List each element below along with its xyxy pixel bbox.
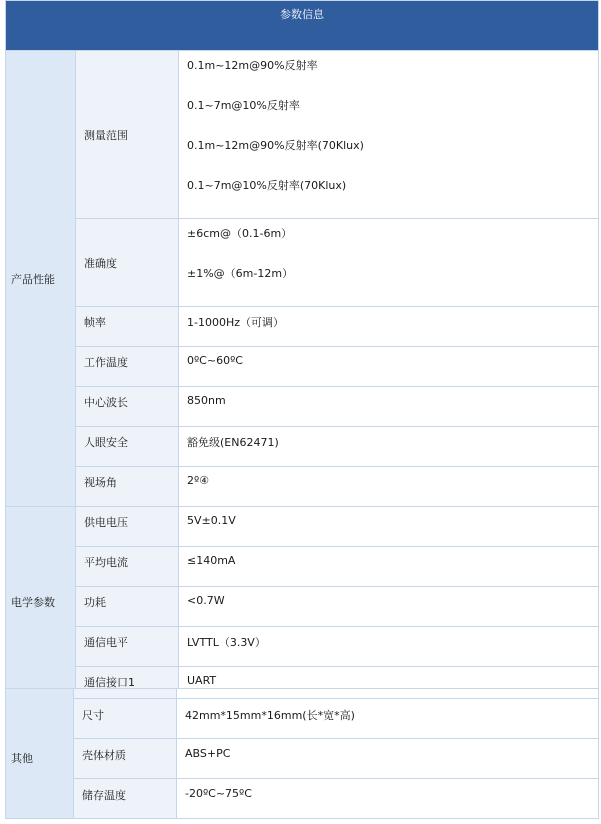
table-row <box>6 627 599 667</box>
param-value: -20ºC~75ºC <box>177 779 599 819</box>
param-name: 储存温度 <box>74 779 177 819</box>
param-name: 测量范围 <box>76 51 179 219</box>
table-row <box>6 307 599 347</box>
param-name: 工作温度 <box>76 347 179 387</box>
table-row <box>6 739 599 779</box>
table-spacer-row <box>6 689 599 699</box>
param-value: 5V±0.1V <box>179 507 599 547</box>
param-name: 通信接口1 <box>76 667 179 698</box>
table-row <box>6 587 599 627</box>
spec-table-main <box>5 0 599 698</box>
param-value-cell <box>179 219 599 307</box>
param-name: 视场角 <box>76 467 179 507</box>
param-value: 0.1m~12m@90%反射率(70Klux) <box>187 139 364 152</box>
param-value: 0.1m~12m@90%反射率 <box>187 59 318 72</box>
table-row <box>6 547 599 587</box>
table-row <box>6 779 599 819</box>
param-name: 通信电平 <box>76 627 179 667</box>
param-value-cell <box>179 51 599 219</box>
param-value: 42mm*15mm*16mm(长*宽*高) <box>177 699 599 739</box>
param-value: 850nm <box>179 387 599 427</box>
table-row <box>6 219 599 307</box>
table-row <box>6 427 599 467</box>
param-name: 功耗 <box>76 587 179 627</box>
group-label-other: 其他 <box>6 699 74 819</box>
param-value: ≤140mA <box>179 547 599 587</box>
spec-table-other <box>5 688 599 819</box>
param-name: 尺寸 <box>74 699 177 739</box>
param-name: 供电电压 <box>76 507 179 547</box>
param-value: 2º④ <box>179 467 599 507</box>
table-row <box>6 467 599 507</box>
param-name: 壳体材质 <box>74 739 177 779</box>
param-value: 豁免级(EN62471) <box>179 427 599 467</box>
table-row <box>6 699 599 739</box>
group-label-electrical: 电学参数 <box>6 507 76 698</box>
param-value: <0.7W <box>179 587 599 627</box>
param-name: 帧率 <box>76 307 179 347</box>
param-value: 1-1000Hz（可调） <box>179 307 599 347</box>
param-value: ABS+PC <box>177 739 599 779</box>
param-name: 准确度 <box>76 219 179 307</box>
table-row <box>6 387 599 427</box>
table-row <box>6 507 599 547</box>
table-header: 参数信息 <box>6 1 599 51</box>
param-value: LVTTL（3.3V） <box>179 627 599 667</box>
param-value: 0.1~7m@10%反射率 <box>187 99 300 112</box>
param-name: 人眼安全 <box>76 427 179 467</box>
param-name: 平均电流 <box>76 547 179 587</box>
table-row <box>6 51 599 219</box>
param-value: 0ºC~60ºC <box>179 347 599 387</box>
param-value: 0.1~7m@10%反射率(70Klux) <box>187 179 347 192</box>
param-value: UART <box>179 667 599 698</box>
param-value: ±1%@（6m-12m） <box>187 267 294 280</box>
param-name: 中心波长 <box>76 387 179 427</box>
param-value: ±6cm@（0.1-6m） <box>187 227 293 240</box>
table-row <box>6 347 599 387</box>
group-label-performance: 产品性能 <box>6 51 76 507</box>
